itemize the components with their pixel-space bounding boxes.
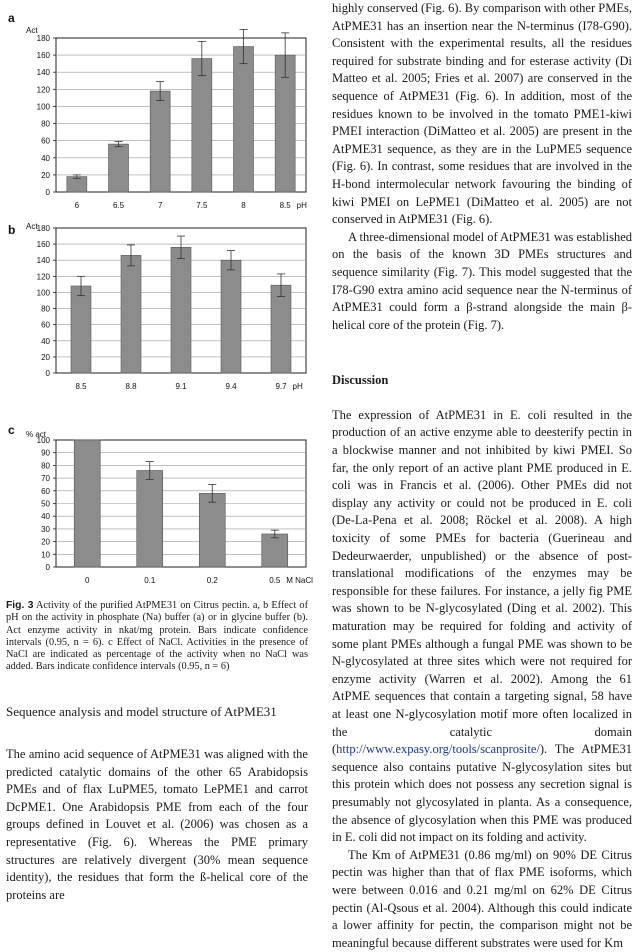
chart-c-svg bbox=[0, 418, 320, 596]
bar bbox=[74, 440, 100, 567]
y-tick-label: 80 bbox=[41, 461, 50, 471]
y-tick-label: 10 bbox=[41, 550, 50, 560]
y-tick-label: 70 bbox=[41, 474, 50, 484]
spacer bbox=[332, 334, 632, 372]
right-paragraph-4: The Km of AtPME31 (0.86 mg/ml) on 90% DE Citrus pectin was higher than that of flax PME isoforms, which were between 0.016 and 0.21 mg/ml on 62% DE Citrus pectin (Al-Qsous et al. 2004). Although this could indicate a lower affinity for pectin, the comparison might not be meaningful because different substrates were used for Km bbox=[332, 847, 632, 950]
y-tick-label: 20 bbox=[41, 537, 50, 547]
bar bbox=[109, 144, 129, 192]
bar bbox=[171, 247, 191, 373]
x-tick-label: 7 bbox=[157, 201, 163, 210]
x-tick-label: 8.8 bbox=[125, 382, 137, 391]
figure-caption-text: Activity of the purified AtPME31 on Citrus pectin. a, b Effect of pH on the activity in phosphate (Na) buffer (a) or in glycine buffer (b). Act enzyme activity in nkat/mg protein. Bars indicate confidence intervals (0.95, n = 6). c Effect of NaCl. Activities in the presence of NaCl are indicated as percentage of the activity when no NaCl was added. Bars indicate confidence intervals (0.95, n = 6) bbox=[6, 600, 308, 673]
x-axis-unit: M NaCl bbox=[286, 576, 313, 585]
y-tick-label: 140 bbox=[36, 256, 50, 266]
panel-letter: b bbox=[8, 223, 16, 237]
y-tick-label: 160 bbox=[36, 51, 50, 61]
y-tick-label: 90 bbox=[41, 448, 50, 458]
y-tick-label: 180 bbox=[36, 34, 50, 43]
bar bbox=[71, 286, 91, 373]
figure-caption-label: Fig. 3 bbox=[6, 600, 34, 611]
bar bbox=[67, 177, 87, 192]
right-paragraph-3 bbox=[332, 407, 632, 847]
x-tick-label: 9.1 bbox=[175, 382, 187, 391]
left-paragraph: The amino acid sequence of AtPME31 was aligned with the predicted catalytic domains of the other 65 Arabidopsis PMEs and of flax LuPME5, tomato LePME1 and carrot DcPME1. One Arabidopsis PME from each of the four groups defined in Louvet et al. (2006) was chosen as a representative (Fig. 6). Whereas the PME primary structures are relatively divergent (30% mean sequence identity), the residues that form the ß-helical core of the proteins are bbox=[6, 747, 308, 902]
right-column bbox=[332, 0, 632, 952]
y-axis-label: Act bbox=[26, 26, 38, 35]
chart-a-svg bbox=[0, 0, 320, 215]
x-tick-label: 0 bbox=[85, 576, 90, 585]
y-tick-label: 30 bbox=[41, 524, 50, 534]
bar bbox=[150, 91, 170, 192]
y-axis-label: % act bbox=[26, 430, 47, 439]
spacer bbox=[332, 390, 632, 407]
chart-panel-b bbox=[0, 218, 320, 410]
bar bbox=[262, 534, 288, 567]
right-paragraph-1: highly conserved (Fig. 6). By comparison with other PMEs, AtPME31 has an insertion near the N-terminus (I78-G90). Consistent with the experimental results, all the residues required for substrate binding and for esterase activity (Di Matteo et al. 2005; Fries et al. 2007) are conserved in the sequence of AtPME31 (Fig. 6). In addition, most of the residues known to be involved in the tomato PME1-kiwi PMEI interaction (DiMatteo et al. 2005) are present in the AtPME31 sequence, as they are in the LuPME5 sequence (Fig. 6). In contrast, some residues that are involved in the H-bond intermolecular network favouring the binding of kiwi PMEI on LePME1 (DiMatteo et al. 2005) are not conserved in AtPME31 (Fig. 6). bbox=[332, 1, 632, 227]
y-tick-label: 60 bbox=[41, 136, 50, 146]
x-tick-label: 0.2 bbox=[206, 576, 218, 585]
y-tick-label: 40 bbox=[41, 336, 50, 346]
paragraph-3-tail: ). The AtPME31 sequence also contains putative N-glycosylation sites but this protein which does not possess any secretion signal is presumably not glycosylated in planta. As a consequence, the absence of glycosylation when this PME was produced in E. coli did not impact on its folding and activity. bbox=[332, 742, 632, 845]
right-paragraph-2: A three-dimensional model of AtPME31 was established on the basis of the known 3D PMEs structures and sequence similarity (Fig. 7). This model suggested that the I78-G90 extra amino acid sequence near the N-terminus of AtPME31 could form a β-strand alongside the main β-helical core of the protein (Fig. 7). bbox=[332, 229, 632, 332]
chart-panel-a bbox=[0, 0, 320, 215]
x-tick-label: 0.1 bbox=[144, 576, 156, 585]
panel-letter: a bbox=[8, 11, 15, 25]
x-axis-unit: pH bbox=[296, 201, 307, 210]
bar bbox=[234, 47, 254, 192]
panel-letter: c bbox=[8, 423, 15, 437]
y-tick-label: 100 bbox=[36, 436, 50, 445]
y-tick-label: 120 bbox=[36, 272, 50, 282]
y-tick-label: 80 bbox=[41, 304, 50, 314]
x-tick-label: 8 bbox=[241, 201, 246, 210]
x-tick-label: 0.5 bbox=[269, 576, 281, 585]
bar bbox=[271, 285, 291, 373]
chart-b-svg bbox=[0, 218, 320, 410]
bar bbox=[121, 255, 141, 373]
y-tick-label: 0 bbox=[45, 188, 50, 197]
y-tick-label: 100 bbox=[36, 288, 50, 298]
scanprosite-link[interactable]: http://www.expasy.org/tools/scanprosite/ bbox=[336, 742, 540, 757]
y-tick-label: 20 bbox=[41, 352, 50, 362]
y-tick-label: 140 bbox=[36, 68, 50, 78]
x-tick-label: 9.7 bbox=[275, 382, 287, 391]
chart-panel-c bbox=[0, 418, 320, 596]
bar bbox=[192, 59, 212, 192]
y-tick-label: 0 bbox=[45, 369, 50, 378]
y-tick-label: 50 bbox=[41, 499, 50, 509]
y-tick-label: 20 bbox=[41, 170, 50, 180]
x-tick-label: 6.5 bbox=[112, 201, 125, 210]
x-tick-label: 8.5 bbox=[279, 201, 291, 210]
left-column-body bbox=[6, 746, 308, 904]
discussion-heading: Discussion bbox=[332, 373, 389, 388]
x-tick-label: 6 bbox=[74, 201, 80, 210]
y-tick-label: 60 bbox=[41, 486, 50, 496]
y-tick-label: 120 bbox=[36, 85, 50, 95]
x-tick-label: 9.4 bbox=[225, 382, 237, 391]
y-tick-label: 80 bbox=[41, 119, 50, 129]
x-tick-label: 8.5 bbox=[75, 382, 87, 391]
y-tick-label: 0 bbox=[45, 563, 50, 572]
y-tick-label: 180 bbox=[36, 224, 50, 233]
y-axis-label: Act bbox=[26, 222, 38, 231]
figure-caption bbox=[6, 600, 308, 674]
y-tick-label: 40 bbox=[41, 512, 50, 522]
y-tick-label: 60 bbox=[41, 320, 50, 330]
bar bbox=[137, 470, 163, 567]
bar bbox=[199, 493, 225, 567]
y-tick-label: 160 bbox=[36, 240, 50, 250]
y-tick-label: 100 bbox=[36, 102, 50, 112]
x-axis-unit: pH bbox=[292, 382, 303, 391]
x-tick-label: 7.5 bbox=[196, 201, 208, 210]
section-heading: Sequence analysis and model structure of AtPME31 bbox=[6, 704, 277, 719]
bar bbox=[221, 260, 241, 373]
y-tick-label: 40 bbox=[41, 153, 50, 163]
plot-frame bbox=[56, 38, 306, 192]
paragraph-3-text: The expression of AtPME31 in E. coli resulted in the production of an active enzyme able to deesterify pectin in a blockwise manner and not inhibited by kiwi PMEI. So far, the only report of an active plant PME produced in E. coli was in Francis et al. (2006). Other PMEs did not display any activity or could not be produced in E. coli (De-La-Pena et al. 2008; Röckel et al. 2008). A high toxicity of some PMEs for bacteria (Guerineau and Dedeurwaerder, unpublished) or the absence of post-translational modifications of the enzymes may be responsible for these failures. For instance, a jelly fig PME was shown to be N-glycosylated (Ding et al. 2002). This maturation may be required for folding and activity of some plant PMEs although a fungal PME was shown to be N-glycosylated at three sites which were not required for enzyme activity (Warren et al. 2002). Among the 61 AtPME sequences that contain a targeting signal, 58 have at least one N-glycosylation motif more often localized in the catalytic domain ( bbox=[332, 407, 632, 757]
